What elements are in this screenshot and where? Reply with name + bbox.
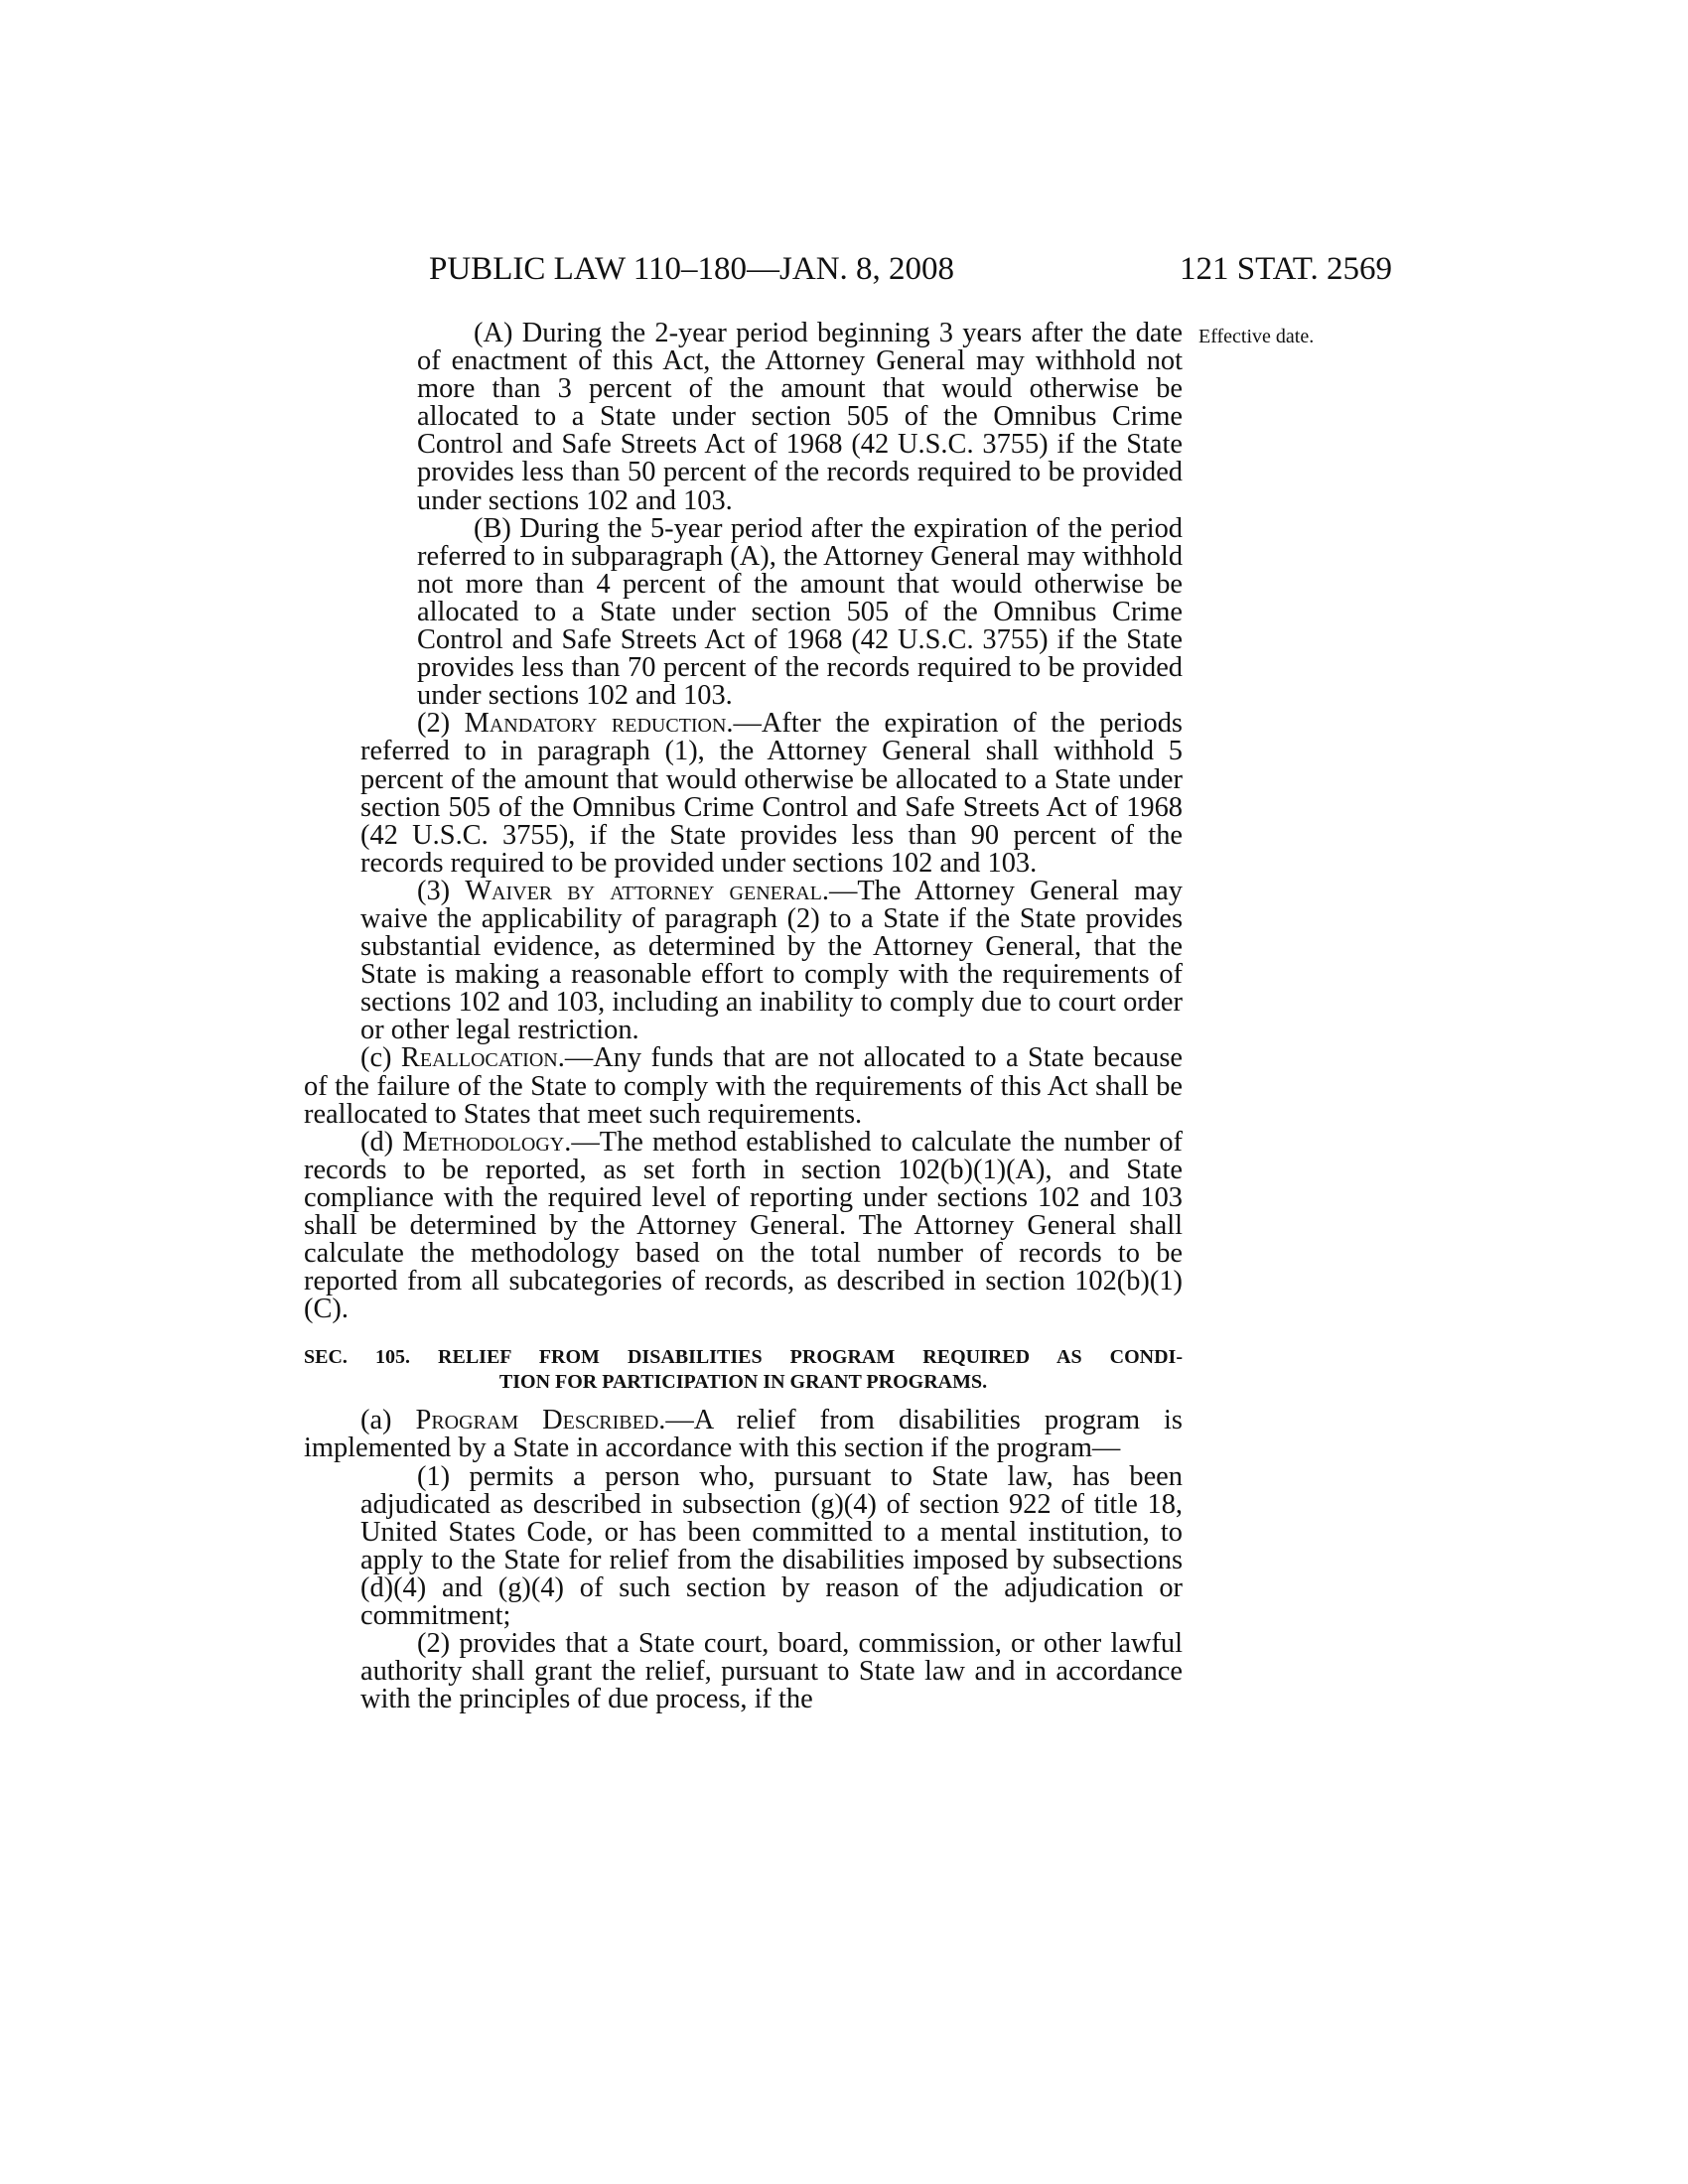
page-header: [429, 251, 1392, 291]
label: (3): [417, 875, 451, 906]
subsection-c-reallocation: [304, 1044, 1183, 1128]
page-body: [304, 320, 1183, 1713]
label: (1): [417, 1460, 451, 1492]
label: (2): [417, 1628, 451, 1660]
label: (d): [360, 1126, 394, 1158]
paragraph-1: [304, 1460, 1183, 1632]
subsection-d-methodology: [304, 1126, 1183, 1325]
text: During the 2-year period beginning 3 years after the date of enactment of this Act, the Attorney General may withhold not more than 3 percent of the amount that would otherwise be allocated to a State under section 505 of the Omnibus Crime Control and Safe Streets Act of 1968 (42 U.S.C. 3755) if the State provides less than 50 percent of the records required to be provided under sections 102 and 103.: [417, 318, 1183, 516]
subsection-a-program-described: [304, 1407, 1183, 1462]
label: (a): [360, 1405, 392, 1436]
text: —A relief from disabilities program is implemented by a State in accordance with this section if the program—: [304, 1405, 1183, 1464]
text: —After the expiration of the periods referred to in paragraph (1), the Attorney General shall withhold 5 percent of the amount that would otherwise be allocated to a State under section 505 of the Omnibus Crime Control and Safe Streets Act of 1968 (42 U.S.C. 3755), if the State provides less than 90 percent of the records required to be provided under sections 102 and 103.: [360, 708, 1183, 879]
paragraph-3-waiver: [304, 875, 1183, 1046]
heading: Methodology.: [402, 1126, 572, 1158]
heading: Program Described.: [415, 1405, 666, 1436]
text: —The Attorney General may waive the applicability of paragraph (2) to a State if the State provides substantial evidence, as determined by the Attorney General, that the State is making a reasonable effort to comply with the requirements of sections 102 and 103, including an inability to comply due to court order or other legal restriction.: [360, 875, 1183, 1046]
label: (A): [474, 318, 513, 348]
subparagraph-b: [304, 512, 1184, 712]
paragraph-2: [304, 1630, 1183, 1713]
label: (2): [417, 708, 451, 740]
text: permits a person who, pursuant to State law, has been adjudicated as described in subsection (g)(4) of section 922 of title 18, United States Code, or has been committed to a mental institution, to apply to the State for relief from the disabilities imposed by subsections (d)(4) and (g)(4) of such section by reason of the adjudication or commitment;: [360, 1460, 1183, 1632]
heading: Mandatory reduction.: [464, 708, 734, 740]
margin-note-effective-date: Effective date.: [1198, 326, 1315, 347]
statute-page-number: 121 STAT. 2569: [1179, 251, 1392, 287]
text: During the 5-year period after the expiration of the period referred to in subparagraph (A), the Attorney General may withhold not more than 4 percent of the amount that would otherwise be allocated to a State under section 505 of the Omnibus Crime Control and Safe Streets Act of 1968 (42 U.S.C. 3755) if the State provides less than 70 percent of the records required to be provided under sections 102 and 103.: [417, 512, 1184, 712]
section-105-heading: [304, 1345, 1183, 1395]
section-heading-line2: TION FOR PARTICIPATION IN GRANT PROGRAMS.: [498, 1371, 988, 1394]
text: —The method established to calculate the number of records to be reported, as set forth in section 102(b)(1)(A), and State compliance with the required level of reporting under sections 102 and 103 shall be determined by the Attorney General. The Attorney General shall calculate the methodology based on the total number of records to be reported from all subcategories of records, as described in section 102(b)(1)(C).: [304, 1126, 1183, 1325]
public-law-citation: PUBLIC LAW 110–180—JAN. 8, 2008: [429, 251, 955, 287]
text: provides that a State court, board, commission, or other lawful authority shall grant the relief, pursuant to State law and in accordance with the principles of due process, if the: [360, 1628, 1183, 1715]
label: (B): [474, 512, 511, 544]
subparagraph-a: [304, 320, 1183, 515]
heading: Reallocation.: [400, 1042, 565, 1074]
paragraph-2-mandatory-reduction: [304, 710, 1183, 878]
text: —Any funds that are not allocated to a State because of the failure of the State to comply with the requirements of this Act shall be reallocated to States that meet such requirements.: [304, 1042, 1183, 1130]
section-heading-line1: SEC. 105. RELIEF FROM DISABILITIES PROGRAM REQUIRED AS CONDI-: [304, 1346, 1183, 1369]
heading: Waiver by attorney general.: [465, 875, 829, 906]
label: (c): [360, 1042, 392, 1074]
